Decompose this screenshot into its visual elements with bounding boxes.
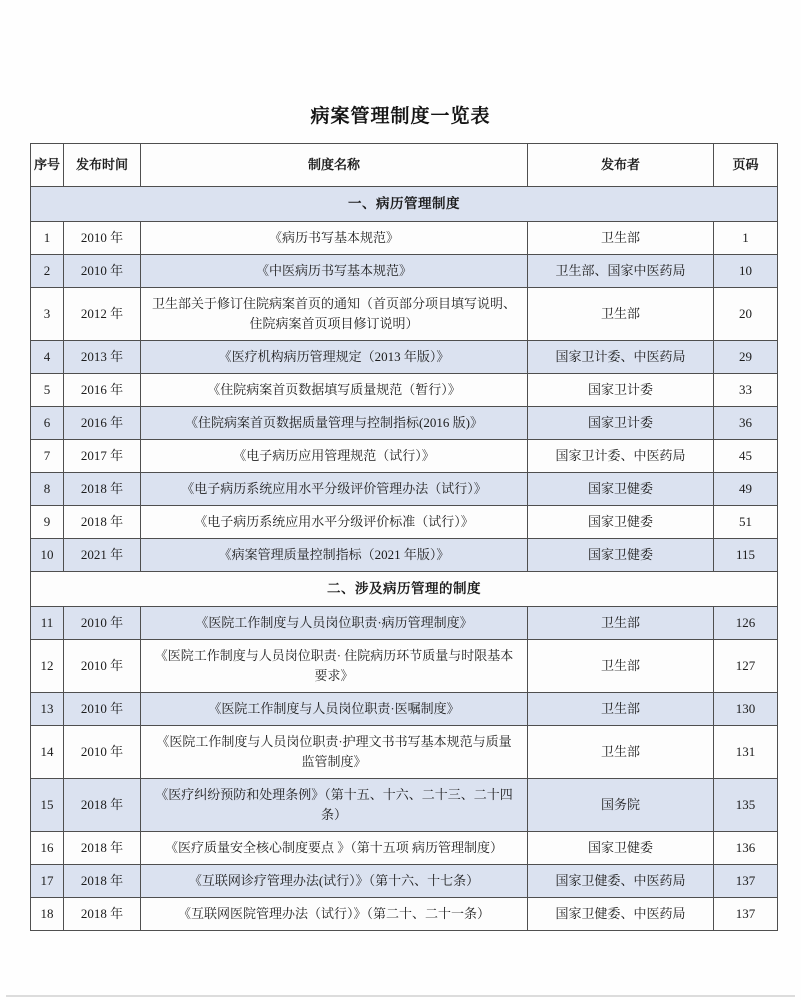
row-page: 51 (714, 506, 778, 539)
section-header-row (31, 572, 778, 607)
row-publisher: 国家卫健委、中医药局 (528, 898, 714, 931)
row-year: 2018 年 (64, 898, 141, 931)
row-publisher: 国家卫健委 (528, 832, 714, 865)
table-row (31, 726, 778, 779)
row-no: 15 (31, 779, 64, 832)
col-header-no: 序号 (31, 144, 64, 187)
row-name: 《病历书写基本规范》 (141, 222, 528, 255)
row-no: 5 (31, 374, 64, 407)
row-no: 16 (31, 832, 64, 865)
row-year: 2018 年 (64, 473, 141, 506)
row-page: 137 (714, 898, 778, 931)
table-row (31, 407, 778, 440)
row-name: 《医疗质量安全核心制度要点 》（第十五项 病历管理制度） (141, 832, 528, 865)
row-year: 2018 年 (64, 779, 141, 832)
row-page: 29 (714, 341, 778, 374)
row-name: 《住院病案首页数据质量管理与控制指标(2016 版)》 (141, 407, 528, 440)
row-page: 130 (714, 693, 778, 726)
row-page: 49 (714, 473, 778, 506)
table-header-row (31, 144, 778, 187)
row-publisher: 国家卫计委、中医药局 (528, 440, 714, 473)
row-no: 6 (31, 407, 64, 440)
row-name: 《医院工作制度与人员岗位职责·医嘱制度》 (141, 693, 528, 726)
table-row (31, 832, 778, 865)
row-publisher: 国家卫计委、中医药局 (528, 341, 714, 374)
col-header-year: 发布时间 (64, 144, 141, 187)
row-page: 131 (714, 726, 778, 779)
section-title: 一、病历管理制度 (31, 187, 778, 222)
page-bottom-divider (6, 995, 795, 997)
col-header-page: 页码 (714, 144, 778, 187)
row-name: 《住院病案首页数据填写质量规范（暂行）》 (141, 374, 528, 407)
row-publisher: 国家卫健委、中医药局 (528, 865, 714, 898)
row-no: 4 (31, 341, 64, 374)
records-table (30, 143, 778, 931)
row-year: 2010 年 (64, 640, 141, 693)
row-year: 2021 年 (64, 539, 141, 572)
row-name: 《医院工作制度与人员岗位职责·护理文书书写基本规范与质量监管制度》 (141, 726, 528, 779)
row-year: 2018 年 (64, 506, 141, 539)
row-name: 《医疗机构病历管理规定（2013 年版）》 (141, 341, 528, 374)
row-name: 卫生部关于修订住院病案首页的通知（首页部分项目填写说明、住院病案首页项目修订说明） (141, 288, 528, 341)
row-name: 《互联网诊疗管理办法(试行）》（第十六、十七条） (141, 865, 528, 898)
row-no: 7 (31, 440, 64, 473)
row-page: 1 (714, 222, 778, 255)
row-year: 2013 年 (64, 341, 141, 374)
row-page: 126 (714, 607, 778, 640)
table-row (31, 222, 778, 255)
row-year: 2018 年 (64, 865, 141, 898)
row-no: 17 (31, 865, 64, 898)
row-year: 2016 年 (64, 374, 141, 407)
row-name: 《电子病历系统应用水平分级评价管理办法（试行）》 (141, 473, 528, 506)
row-publisher: 国家卫计委 (528, 374, 714, 407)
row-no: 18 (31, 898, 64, 931)
row-no: 3 (31, 288, 64, 341)
page-title: 病案管理制度一览表 (310, 106, 491, 127)
row-year: 2018 年 (64, 832, 141, 865)
row-name: 《互联网医院管理办法（试行）》（第二十、二十一条） (141, 898, 528, 931)
row-name: 《医疗纠纷预防和处理条例》（第十五、十六、二十三、二十四条） (141, 779, 528, 832)
table-row (31, 288, 778, 341)
row-page: 33 (714, 374, 778, 407)
row-no: 11 (31, 607, 64, 640)
row-year: 2012 年 (64, 288, 141, 341)
row-name: 《医院工作制度与人员岗位职责· 住院病历环节质量与时限基本要求》 (141, 640, 528, 693)
section-title: 二、涉及病历管理的制度 (31, 572, 778, 607)
row-publisher: 卫生部 (528, 693, 714, 726)
row-publisher: 卫生部 (528, 222, 714, 255)
row-no: 9 (31, 506, 64, 539)
row-name: 《病案管理质量控制指标（2021 年版）》 (141, 539, 528, 572)
row-publisher: 国家卫计委 (528, 407, 714, 440)
row-year: 2010 年 (64, 255, 141, 288)
col-header-name: 制度名称 (141, 144, 528, 187)
row-no: 14 (31, 726, 64, 779)
row-no: 2 (31, 255, 64, 288)
row-no: 13 (31, 693, 64, 726)
col-header-publisher: 发布者 (528, 144, 714, 187)
table-row (31, 341, 778, 374)
row-year: 2016 年 (64, 407, 141, 440)
row-name: 《中医病历书写基本规范》 (141, 255, 528, 288)
row-page: 137 (714, 865, 778, 898)
table-row (31, 539, 778, 572)
row-year: 2017 年 (64, 440, 141, 473)
table-row (31, 640, 778, 693)
row-no: 12 (31, 640, 64, 693)
table-row (31, 779, 778, 832)
row-no: 10 (31, 539, 64, 572)
row-year: 2010 年 (64, 726, 141, 779)
row-publisher: 卫生部 (528, 640, 714, 693)
row-year: 2010 年 (64, 222, 141, 255)
row-name: 《电子病历系统应用水平分级评价标准（试行）》 (141, 506, 528, 539)
row-page: 115 (714, 539, 778, 572)
row-year: 2010 年 (64, 607, 141, 640)
row-no: 8 (31, 473, 64, 506)
table-row (31, 693, 778, 726)
table-row (31, 440, 778, 473)
row-page: 10 (714, 255, 778, 288)
row-page: 135 (714, 779, 778, 832)
table-row (31, 506, 778, 539)
row-publisher: 国务院 (528, 779, 714, 832)
table-row (31, 865, 778, 898)
row-name: 《电子病历应用管理规范（试行）》 (141, 440, 528, 473)
row-publisher: 卫生部、国家中医药局 (528, 255, 714, 288)
table-row (31, 898, 778, 931)
table-row (31, 255, 778, 288)
table-row (31, 473, 778, 506)
row-year: 2010 年 (64, 693, 141, 726)
row-page: 45 (714, 440, 778, 473)
row-page: 127 (714, 640, 778, 693)
row-publisher: 卫生部 (528, 607, 714, 640)
row-name: 《医院工作制度与人员岗位职责·病历管理制度》 (141, 607, 528, 640)
row-page: 20 (714, 288, 778, 341)
row-publisher: 国家卫健委 (528, 473, 714, 506)
row-page: 136 (714, 832, 778, 865)
table-row (31, 374, 778, 407)
row-publisher: 卫生部 (528, 288, 714, 341)
table-row (31, 607, 778, 640)
row-publisher: 国家卫健委 (528, 539, 714, 572)
row-publisher: 国家卫健委 (528, 506, 714, 539)
row-page: 36 (714, 407, 778, 440)
row-publisher: 卫生部 (528, 726, 714, 779)
row-no: 1 (31, 222, 64, 255)
section-header-row (31, 187, 778, 222)
